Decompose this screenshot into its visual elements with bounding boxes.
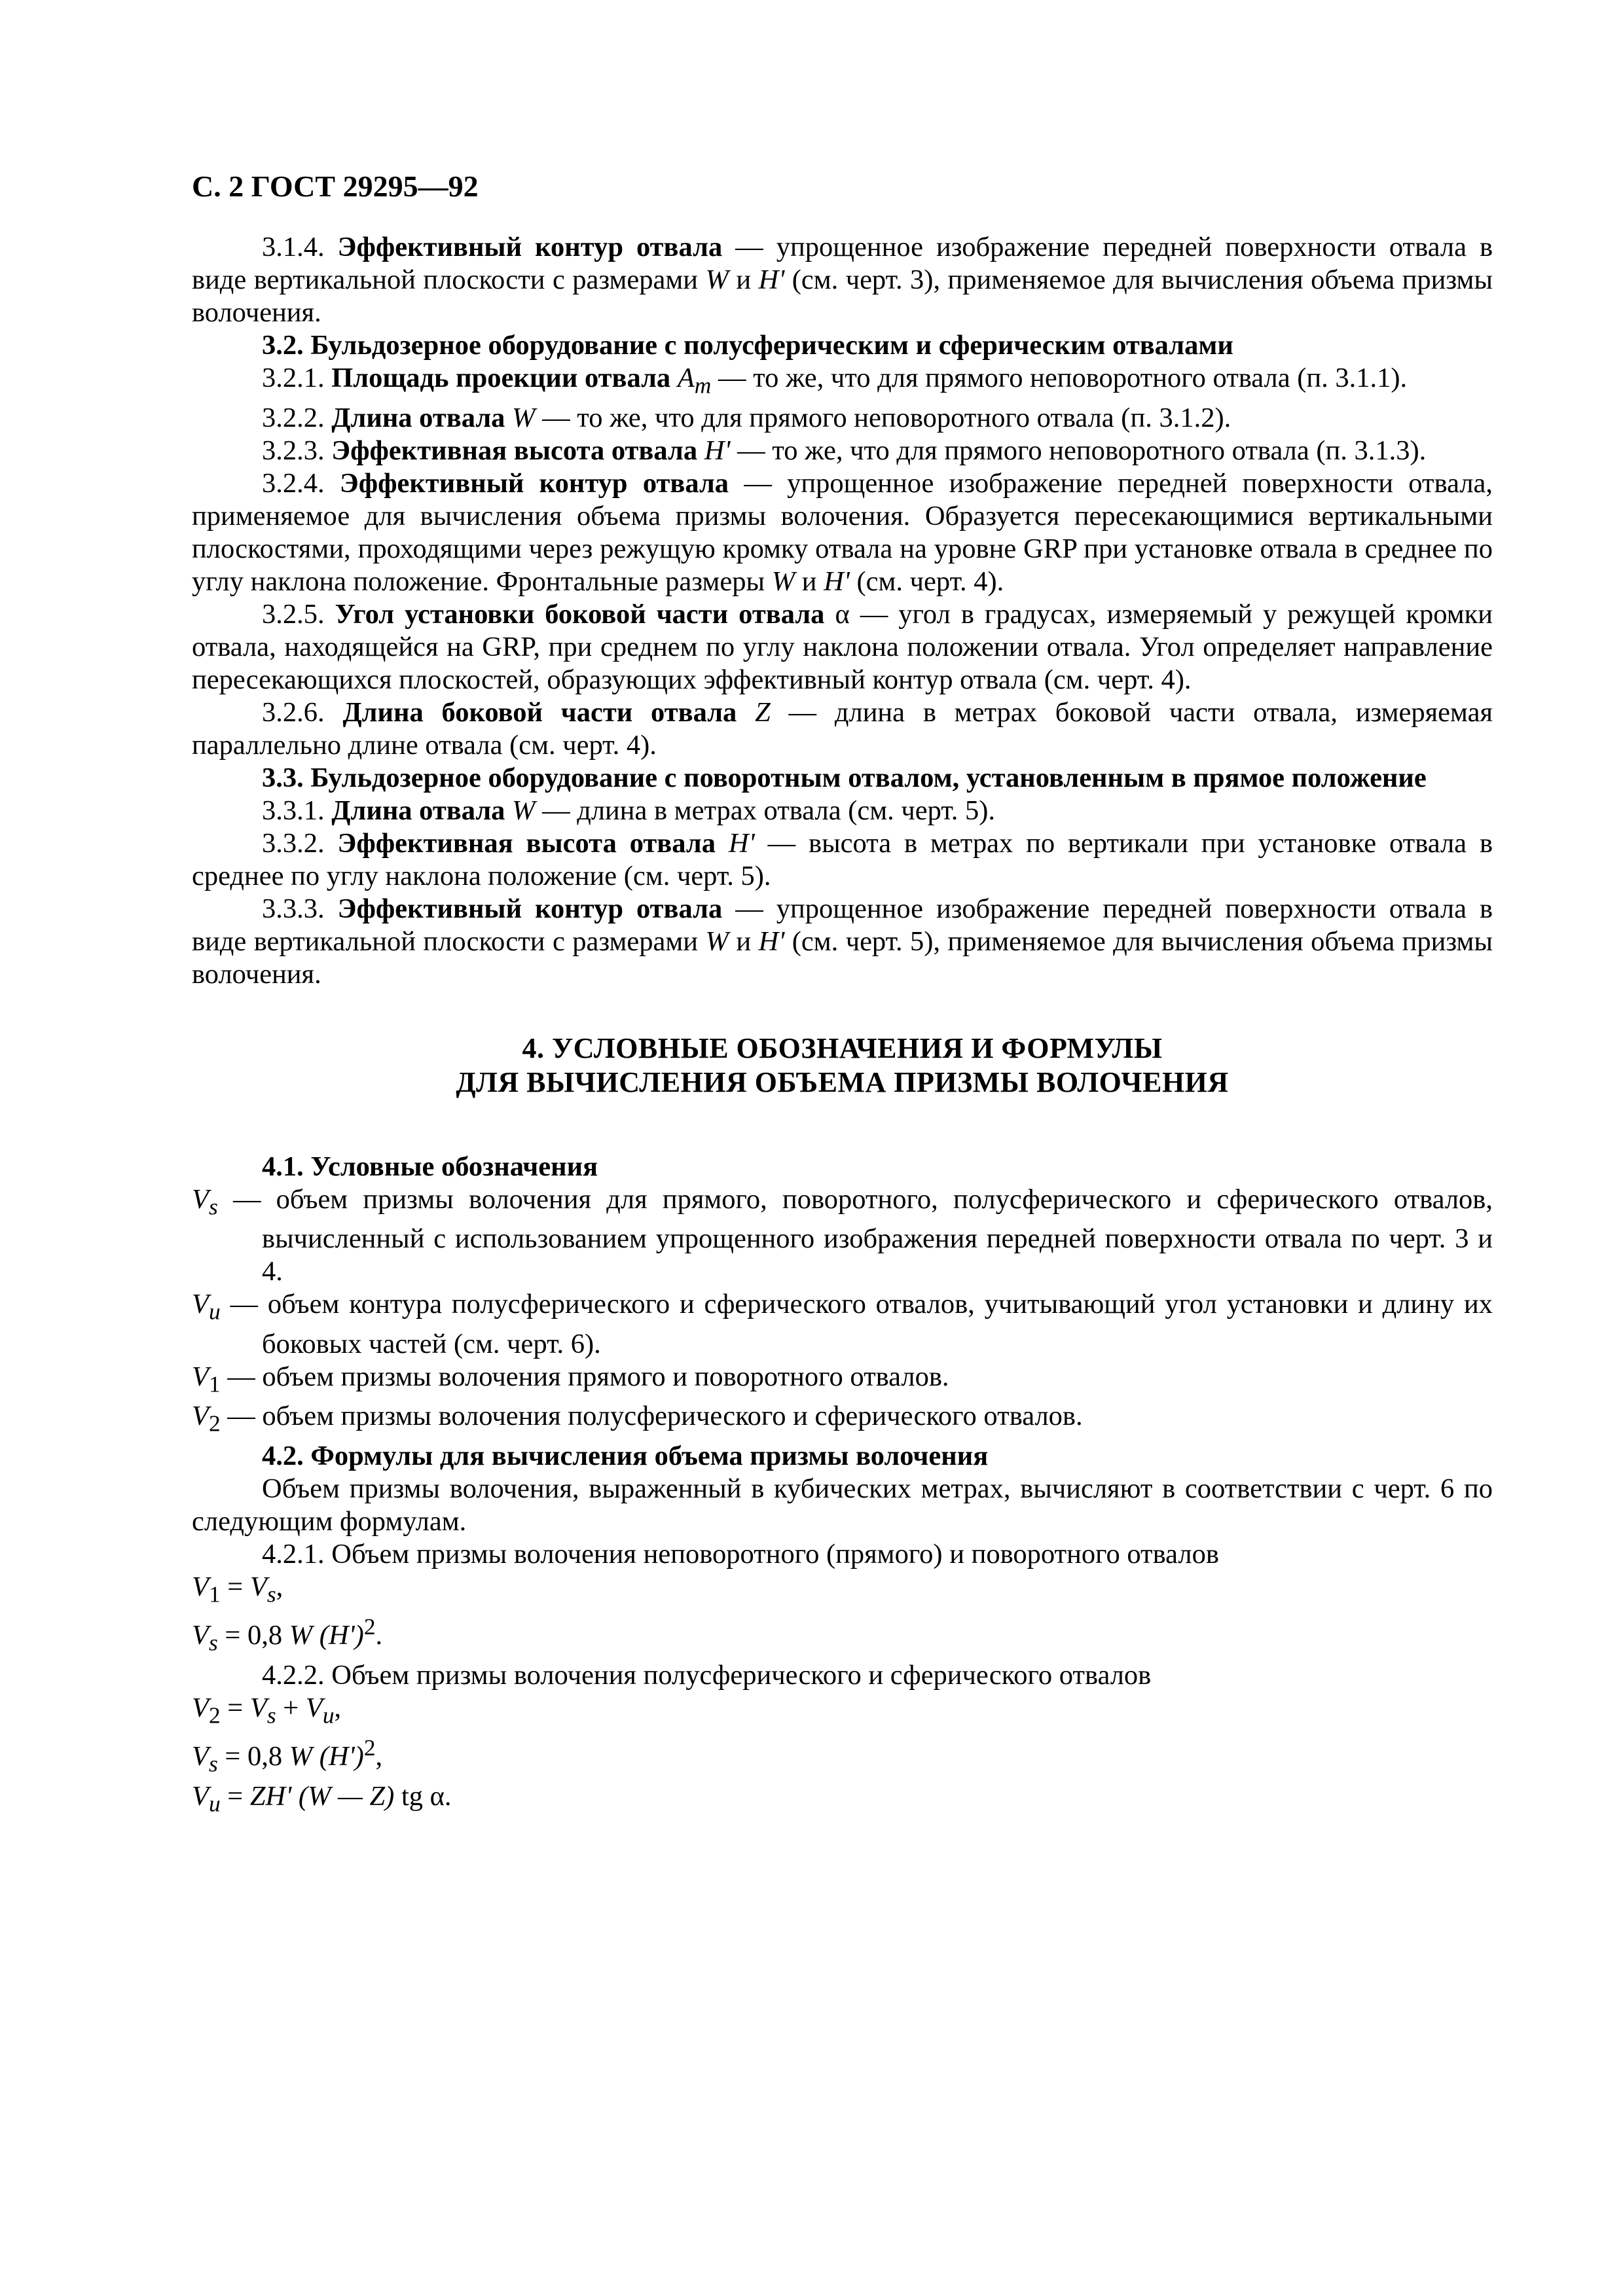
formula-part: ZH' (W — Z)	[249, 1780, 395, 1812]
term: Эффективный контур отвала	[337, 893, 723, 924]
clause-number: 3.2.2.	[262, 402, 325, 433]
text: — то же, что для прямого неповоротного отвала (п. 3.1.3).	[730, 435, 1427, 466]
text: — объем призмы волочения для прямого, поворотного, полусферического и сферического отвалов, вычисленный с использованием упрощенного изображения передней поверхности отвала по черт. 3 и 4.	[217, 1183, 1493, 1287]
paragraph-3-2-6	[192, 696, 1493, 762]
term: Длина отвала	[331, 402, 505, 433]
term: Эффективная высота отвала	[331, 435, 698, 466]
formula-part: =	[220, 1692, 250, 1723]
paragraph-3-3-1	[192, 795, 1493, 827]
paragraph-3-2-1	[192, 362, 1493, 402]
symbol: V	[192, 1361, 209, 1392]
paragraph-3-2-4	[192, 467, 1493, 598]
clause-number: 3.3.1.	[262, 795, 325, 826]
text: — то же, что для прямого неповоротного отвала (п. 3.1.2).	[535, 402, 1231, 433]
symbol-item-v2	[192, 1400, 1493, 1440]
symbol: W	[771, 565, 795, 597]
clause-number: 3.1.4.	[262, 232, 325, 262]
section-heading-3-3	[192, 762, 1493, 795]
text: — упрощенное изображение передней поверхности отвала, применяемое для вычисления объема призмы волочения. Образуется пересекающимися вертикальными плоскостями, проходящими через режущую кромку отвала на уровне GRP при установке отвала в среднее по углу наклона положение. Фронтальные размеры	[192, 467, 1493, 597]
symbol: V	[192, 1183, 209, 1215]
text: (см. черт. 3), применяемое для вычисления объема призмы волочения.	[192, 264, 1493, 328]
text: — угол в градусах, измеряемый у режущей кромки отвала, находящейся на GRP, при среднем по углу наклона положении отвала. Угол определяет направление пересекающихся плоскостей, образующих эффективный контур отвала (см. черт. 4).	[192, 598, 1493, 695]
formula-subscript: s	[208, 1750, 218, 1777]
symbol: W	[705, 264, 729, 295]
symbol: Z	[755, 696, 771, 728]
symbol-subscript: s	[208, 1193, 218, 1219]
text: (см. черт. 5), применяемое для вычисления объема призмы волочения.	[192, 925, 1493, 990]
text: — объем призмы волочения полусферического и сферического отвалов.	[220, 1401, 1083, 1431]
formula-subscript: s	[208, 1629, 218, 1656]
heading-text: 3.3. Бульдозерное оборудование с поворотным отвалом, установленным в прямое положение	[262, 762, 1427, 793]
formula-part: V	[192, 1620, 209, 1651]
symbol: H'	[758, 925, 785, 957]
formula-subscript: u	[322, 1702, 335, 1729]
formula-part: W	[289, 1741, 313, 1772]
section-title-line: 4. УСЛОВНЫЕ ОБОЗНАЧЕНИЯ И ФОРМУЛЫ	[522, 1031, 1163, 1064]
formula-part: V	[305, 1692, 323, 1723]
formula-part: V	[192, 1780, 209, 1812]
term: Угол установки боковой части отвала	[335, 598, 825, 630]
formula-part: ,	[276, 1571, 283, 1602]
formula-subscript: s	[266, 1581, 276, 1607]
section-heading-4-1	[192, 1151, 1493, 1183]
term: Площадь проекции отвала	[331, 363, 671, 393]
text: (см. черт. 4).	[849, 565, 1004, 597]
text: — высота в метрах по вертикали при установке отвала в среднее по углу наклона положение (см. черт. 5).	[192, 827, 1493, 891]
formula-vs	[192, 1610, 1493, 1659]
formula-part: V	[192, 1571, 209, 1602]
paragraph-3-2-3	[192, 435, 1493, 467]
symbol: α	[835, 598, 850, 630]
formula-part: V	[192, 1692, 209, 1723]
symbol-subscript: 1	[208, 1371, 221, 1397]
section-heading-4-2	[192, 1440, 1493, 1473]
text: — то же, что для прямого неповоротного отвала (п. 3.1.1).	[711, 363, 1408, 393]
paragraph-4-2-2: 4.2.2. Объем призмы волочения полусферического и сферического отвалов	[262, 1659, 1152, 1691]
symbol-item-vs	[192, 1183, 1493, 1289]
symbol-subscript: 2	[208, 1410, 221, 1437]
formula-part: W	[289, 1620, 313, 1651]
symbol: W	[512, 795, 536, 826]
symbol-item-vu	[192, 1288, 1493, 1361]
formula-v1	[192, 1571, 1493, 1611]
formula-part: =	[220, 1780, 250, 1812]
text: и	[728, 264, 759, 295]
symbol-list	[192, 1183, 1493, 1440]
text: — длина в метрах боковой части отвала, измеряемая параллельно длине отвала (см. черт. 4).	[192, 696, 1493, 761]
formula-superscript: 2	[363, 1613, 376, 1640]
formula-part: = 0,8	[217, 1620, 289, 1651]
formula-subscript: u	[208, 1790, 221, 1817]
clause-number: 3.2.6.	[262, 696, 325, 728]
clause-number: 3.3.2.	[262, 827, 325, 859]
text: — упрощенное изображение передней поверхности отвала в виде вертикальной плоскости с размерами	[192, 893, 1493, 957]
clause-number: 3.2.4.	[262, 467, 325, 499]
document-body	[192, 231, 1493, 1820]
heading-text: 4.1. Условные обозначения	[262, 1151, 598, 1182]
formula-vu	[192, 1780, 1493, 1820]
formula-part: +	[276, 1692, 306, 1723]
formula-subscript: s	[266, 1702, 276, 1729]
text: и	[795, 565, 824, 597]
term: Длина боковой части отвала	[342, 696, 737, 728]
formula-subscript: 1	[208, 1581, 221, 1607]
paragraph-3-1-4	[192, 231, 1493, 329]
term: Эффективная высота отвала	[337, 827, 716, 859]
symbol: H'	[704, 435, 731, 466]
symbol: H'	[758, 264, 785, 295]
section-title-4	[192, 1031, 1493, 1100]
section-title-line: ДЛЯ ВЫЧИСЛЕНИЯ ОБЪЕМА ПРИЗМЫ ВОЛОЧЕНИЯ	[456, 1066, 1229, 1098]
heading-text: 3.2. Бульдозерное оборудование с полусферическим и сферическим отвалами	[262, 330, 1233, 361]
formula-vs-2	[192, 1731, 1493, 1780]
symbol: A	[677, 363, 695, 393]
formula-v2	[192, 1692, 1493, 1732]
symbol-subscript: u	[208, 1298, 221, 1325]
paragraph-3-3-3	[192, 893, 1493, 991]
term: Эффективный контур отвала	[339, 467, 729, 499]
symbol-item-v1	[192, 1361, 1493, 1401]
paragraph-3-2-5	[192, 598, 1493, 696]
formula-part: tg α.	[394, 1780, 452, 1812]
clause-number: 3.2.3.	[262, 435, 325, 466]
clause-number: 3.2.1.	[262, 363, 325, 393]
heading-text: 4.2. Формулы для вычисления объема призмы волочения	[262, 1440, 989, 1471]
paragraph-4-2-1: 4.2.1. Объем призмы волочения неповоротного (прямого) и поворотного отвалов	[262, 1538, 1219, 1570]
formula-subscript: 2	[208, 1702, 221, 1729]
text: и	[728, 925, 759, 957]
clause-number: 3.3.3.	[262, 893, 325, 924]
symbol: W	[705, 925, 729, 957]
text: — длина в метрах отвала (см. черт. 5).	[535, 795, 995, 826]
paragraph-4-2: Объем призмы волочения, выраженный в кубических метрах, вычисляют в соответствии с черт. 6 по следующим формулам.	[192, 1473, 1493, 1537]
formula-part: V	[192, 1741, 209, 1772]
formula-part: ,	[375, 1741, 383, 1772]
symbol: H'	[728, 827, 755, 859]
paragraph-3-2-2	[192, 402, 1493, 435]
term: Длина отвала	[331, 795, 505, 826]
symbol-subscript: m	[694, 372, 712, 399]
symbol: V	[192, 1401, 209, 1431]
text: — объем призмы волочения прямого и поворотного отвалов.	[220, 1361, 949, 1392]
symbol: H'	[824, 565, 850, 597]
formula-part: = 0,8	[217, 1741, 289, 1772]
formula-part: V	[249, 1571, 267, 1602]
formula-superscript: 2	[363, 1734, 376, 1761]
symbol: W	[512, 402, 536, 433]
formula-part: (H')	[312, 1741, 364, 1772]
formula-part: .	[375, 1620, 383, 1651]
formula-part: V	[249, 1692, 267, 1723]
formula-part: ,	[334, 1692, 342, 1723]
symbol: V	[192, 1289, 209, 1319]
clause-number: 3.2.5.	[262, 598, 325, 630]
formula-part: (H')	[312, 1620, 364, 1651]
section-heading-3-2	[192, 329, 1493, 362]
term: Эффективный контур отвала	[337, 232, 723, 262]
text: — упрощенное изображение передней поверхности отвала в виде вертикальной плоскости с размерами	[192, 232, 1493, 295]
text: — объем контура полусферического и сферического отвалов, учитывающий угол установки и длину их боковых частей (см. черт. 6).	[220, 1289, 1493, 1359]
formula-part: =	[220, 1571, 250, 1602]
page-header: С. 2 ГОСТ 29295—92	[192, 170, 479, 203]
paragraph-3-3-2	[192, 827, 1493, 893]
